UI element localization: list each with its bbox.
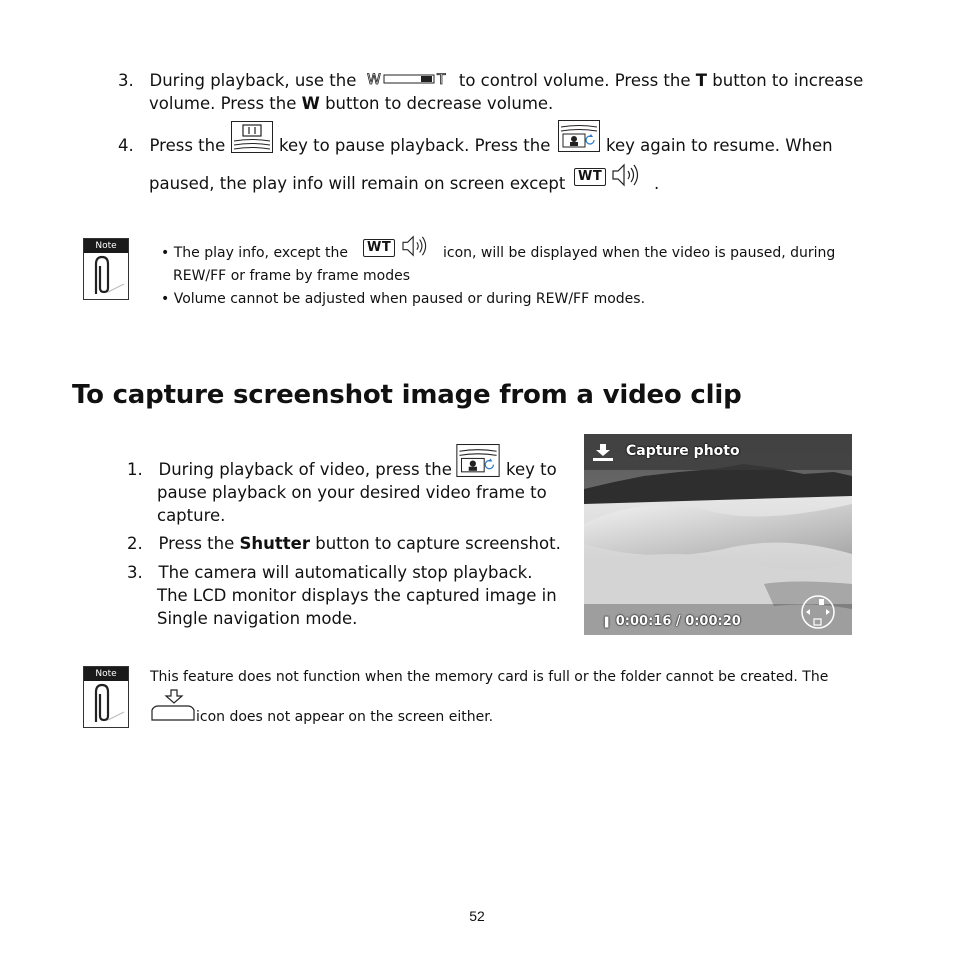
capture-step-3-line-2: The LCD monitor displays the captured image in [157,586,557,605]
menu-key-icon [231,121,273,157]
capture-step-1-line-3: capture. [157,506,226,525]
zoom-lever-icon [366,70,450,93]
step-number: 4. [118,136,134,155]
page-number: 52 [469,908,485,924]
step-4-period: . [654,174,660,193]
zoom-t-glyph: T [436,72,446,87]
t-key-label: T [695,71,708,90]
note-1-bullet-1: • The play info, except the [161,245,348,261]
wt-icon: WT [574,168,606,186]
step-number: 3. [127,563,143,582]
speaker-icon [611,162,641,192]
playback-time: ❚ 0:00:16 / 0:00:20 [602,614,741,629]
wt-icon: WT [363,239,395,257]
capture-step-3-line-1: 3. The camera will automatically stop playback. [127,563,533,582]
capture-step-3-line-3: Single navigation mode. [157,609,358,628]
paperclip-icon [86,682,126,726]
pause-icon: ❚ [602,615,612,628]
step-4-line-1-b: key to pause playback. Press the [279,136,551,155]
playback-key-icon [456,444,500,481]
step-number: 3. [118,71,134,90]
shutter-label: Shutter [239,534,310,553]
step-4-line-1: 4. Press the [118,136,226,155]
note-1-wt-volume-icon [363,234,430,262]
capture-step-1-line-1: 1. During playback of video, press the [127,460,452,479]
note-1-bullet-1-b: icon, will be displayed when the video is paused, during [443,245,836,261]
navigation-dial-icon [800,594,836,634]
wt-volume-icon [574,162,641,192]
capture-photo-title: Capture photo [626,443,740,459]
download-icon [592,442,614,466]
capture-step-2: 2. Press the Shutter button to capture screenshot. [127,534,561,553]
note-2-line-2: icon does not appear on the screen either. [196,709,494,725]
note-2-line-1: This feature does not function when the memory card is full or the folder cannot be created. The [150,669,829,685]
step-3-line-1: 3. During playback, use the W T to control volume. Press the T button to increase [118,69,863,93]
capture-step-1-line-1-b: key to [506,460,557,479]
step-3-line-2: volume. Press the W button to decrease volume. [149,94,554,113]
step-4-line-2: paused, the play info will remain on screen except [149,174,566,193]
playback-key-icon [558,120,600,156]
note-1-bullet-2: • Volume cannot be adjusted when paused or during REW/FF modes. [161,291,646,307]
capture-step-1-line-2: pause playback on your desired video frame to [157,483,547,502]
step-4-line-1-c: key again to resume. When [606,136,833,155]
note-tab-label: Note [84,667,128,681]
capture-save-icon [150,688,196,726]
lcd-screenshot-image [584,434,852,635]
note-icon [83,666,129,728]
w-key-label: W [301,94,320,113]
note-icon [83,238,129,300]
note-tab-label: Note [84,239,128,253]
speaker-icon [400,234,430,262]
paperclip-icon [86,254,126,298]
step-number: 2. [127,534,143,553]
section-title: To capture screenshot image from a video clip [72,380,742,410]
step-number: 1. [127,460,143,479]
note-1-bullet-1-c: REW/FF or frame by frame modes [173,268,411,284]
zoom-w-glyph: W [366,72,381,87]
